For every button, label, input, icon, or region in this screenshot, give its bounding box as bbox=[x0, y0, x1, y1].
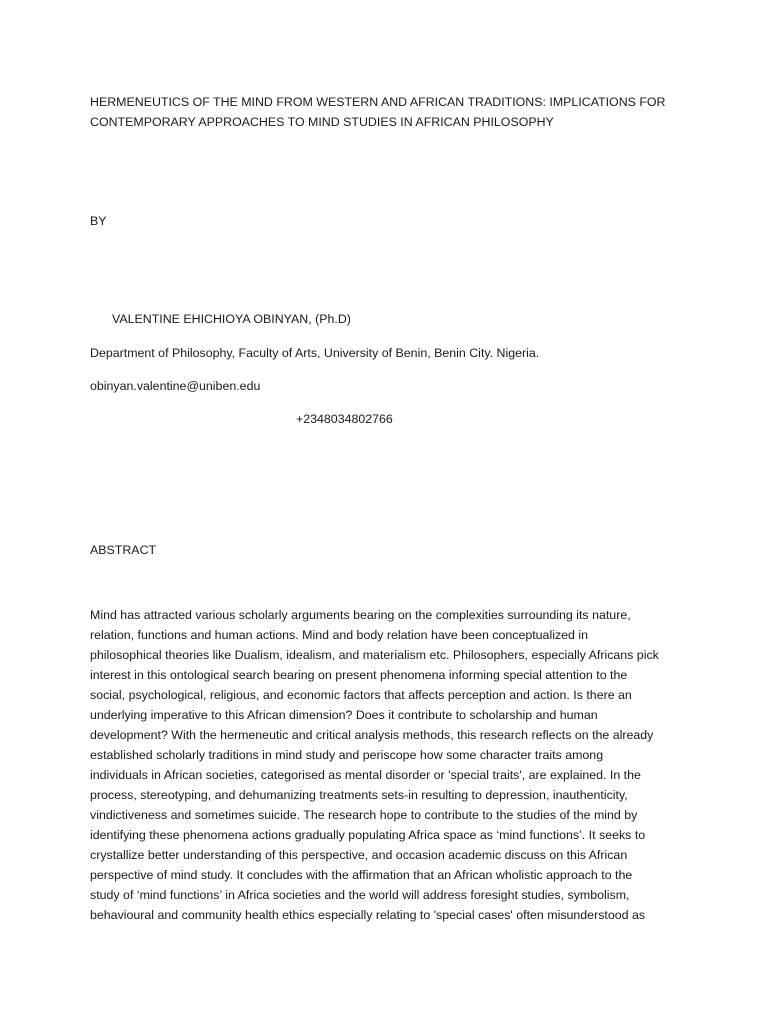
abstract-line: behavioural and community health ethics especially relating to 'special cases' often misunderstood as bbox=[90, 908, 646, 922]
abstract-line: crystallize better understanding of this perspective, and occasion academic discuss on this African bbox=[90, 848, 628, 862]
abstract-line: Mind has attracted various scholarly arguments bearing on the complexities surrounding its nature, bbox=[90, 608, 631, 622]
abstract-line: interest in this ontological search bearing on present phenomena informing special attention to the bbox=[90, 668, 628, 682]
abstract-line: philosophical theories like Dualism, idealism, and materialism etc. Philosophers, especially Africans pick bbox=[90, 648, 659, 662]
by-label: BY bbox=[90, 214, 107, 228]
title-line: CONTEMPORARY APPROACHES TO MIND STUDIES IN AFRICAN PHILOSOPHY bbox=[90, 115, 554, 129]
abstract-line: relation, functions and human actions. Mind and body relation have been conceptualized in bbox=[90, 628, 589, 642]
paper-title bbox=[90, 92, 666, 132]
abstract-line: identifying these phenomena actions gradually populating Africa space as ‘mind functions’. It seeks to bbox=[90, 828, 646, 842]
abstract-line: vindictiveness and sometimes suicide. The research hope to contribute to the studies of the mind by bbox=[90, 808, 638, 822]
abstract-line: individuals in African societies, categorised as mental disorder or 'special traits', are explained. In the bbox=[90, 768, 641, 782]
abstract-line: underlying imperative to this African dimension? Does it contribute to scholarship and human bbox=[90, 708, 598, 722]
abstract-line: development? With the hermeneutic and critical analysis methods, this research reflects on the already bbox=[90, 728, 654, 742]
author-phone: +2348034802766 bbox=[296, 412, 393, 426]
abstract-body bbox=[90, 605, 690, 925]
abstract-line: social, psychological, religious, and economic factors that affects perception and action. Is there an bbox=[90, 688, 632, 702]
abstract-line: perspective of mind study. It concludes with the affirmation that an African wholistic approach to the bbox=[90, 868, 633, 882]
abstract-line: study of ‘mind functions’ in Africa societies and the world will address foresight studies, symbolism, bbox=[90, 888, 630, 902]
abstract-line: process, stereotyping, and dehumanizing treatments sets-in resulting to depression, inauthenticity, bbox=[90, 788, 628, 802]
author-affiliation: Department of Philosophy, Faculty of Arts, University of Benin, Benin City. Nigeria. bbox=[90, 346, 540, 360]
abstract-line: established scholarly traditions in mind study and periscope how some character traits among bbox=[90, 748, 604, 762]
abstract-heading: ABSTRACT bbox=[90, 543, 157, 557]
title-line: HERMENEUTICS OF THE MIND FROM WESTERN AND AFRICAN TRADITIONS: IMPLICATIONS FOR bbox=[90, 95, 666, 109]
author-name: VALENTINE EHICHIOYA OBINYAN, (Ph.D) bbox=[112, 312, 351, 326]
author-email: obinyan.valentine@uniben.edu bbox=[90, 379, 261, 393]
